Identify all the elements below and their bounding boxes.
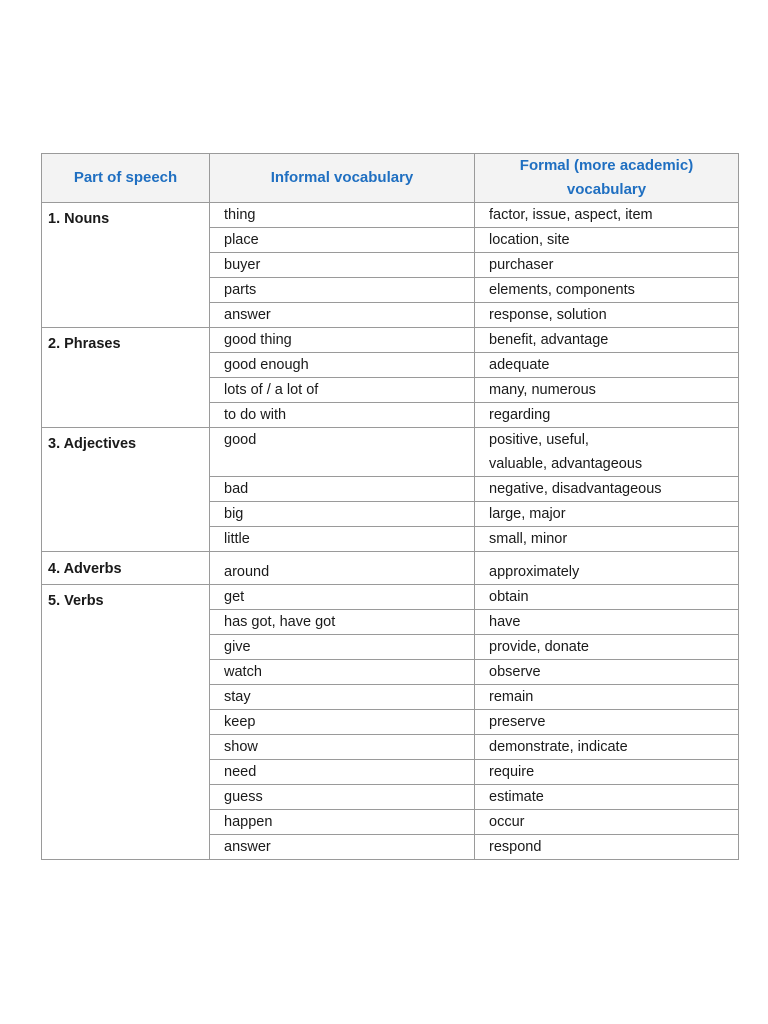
formal-cell: purchaser — [475, 253, 739, 278]
informal-cell: need — [210, 760, 475, 785]
header-formal: Formal (more academic) vocabulary — [475, 154, 739, 203]
formal-cell: provide, donate — [475, 635, 739, 660]
informal-cell: little — [210, 527, 475, 552]
informal-cell: has got, have got — [210, 610, 475, 635]
formal-cell: approximately — [475, 552, 739, 585]
informal-cell: big — [210, 502, 475, 527]
category-phrases: 2. Phrases — [42, 328, 210, 428]
table-row — [42, 203, 739, 228]
vocabulary-table — [41, 153, 739, 860]
formal-cell: many, numerous — [475, 378, 739, 403]
informal-cell: good enough — [210, 353, 475, 378]
formal-cell: large, major — [475, 502, 739, 527]
formal-cell: benefit, advantage — [475, 328, 739, 353]
formal-cell: respond — [475, 835, 739, 860]
formal-cell: response, solution — [475, 303, 739, 328]
informal-cell: bad — [210, 477, 475, 502]
informal-cell: keep — [210, 710, 475, 735]
informal-cell: guess — [210, 785, 475, 810]
formal-cell: small, minor — [475, 527, 739, 552]
informal-cell: get — [210, 585, 475, 610]
formal-line: valuable, advantageous — [489, 456, 643, 472]
formal-cell: negative, disadvantageous — [475, 477, 739, 502]
formal-cell: remain — [475, 685, 739, 710]
header-informal: Informal vocabulary — [210, 154, 475, 203]
table-row — [42, 585, 739, 610]
category-nouns: 1. Nouns — [42, 203, 210, 328]
header-row — [42, 154, 739, 203]
informal-cell: lots of / a lot of — [210, 378, 475, 403]
formal-line: positive, useful, — [489, 432, 589, 448]
formal-cell: obtain — [475, 585, 739, 610]
formal-cell: elements, components — [475, 278, 739, 303]
formal-cell: require — [475, 760, 739, 785]
informal-cell: happen — [210, 810, 475, 835]
category-verbs: 5. Verbs — [42, 585, 210, 860]
formal-cell: demonstrate, indicate — [475, 735, 739, 760]
formal-cell: preserve — [475, 710, 739, 735]
formal-cell: regarding — [475, 403, 739, 428]
table-row — [42, 328, 739, 353]
informal-cell: answer — [210, 303, 475, 328]
informal-cell: show — [210, 735, 475, 760]
informal-cell: stay — [210, 685, 475, 710]
informal-cell: around — [210, 552, 475, 585]
formal-cell: have — [475, 610, 739, 635]
informal-cell: give — [210, 635, 475, 660]
informal-cell: good — [210, 428, 475, 477]
informal-cell: good thing — [210, 328, 475, 353]
table-row — [42, 428, 739, 477]
informal-cell: answer — [210, 835, 475, 860]
formal-cell: factor, issue, aspect, item — [475, 203, 739, 228]
formal-cell: location, site — [475, 228, 739, 253]
informal-cell: thing — [210, 203, 475, 228]
formal-cell: adequate — [475, 353, 739, 378]
informal-cell: place — [210, 228, 475, 253]
category-adjectives: 3. Adjectives — [42, 428, 210, 552]
informal-cell: parts — [210, 278, 475, 303]
formal-cell: occur — [475, 810, 739, 835]
category-adverbs: 4. Adverbs — [42, 552, 210, 585]
formal-cell: estimate — [475, 785, 739, 810]
formal-cell: observe — [475, 660, 739, 685]
informal-cell: buyer — [210, 253, 475, 278]
table-row — [42, 552, 739, 585]
informal-cell: to do with — [210, 403, 475, 428]
header-part-of-speech: Part of speech — [42, 154, 210, 203]
formal-cell — [475, 428, 739, 477]
informal-cell: watch — [210, 660, 475, 685]
